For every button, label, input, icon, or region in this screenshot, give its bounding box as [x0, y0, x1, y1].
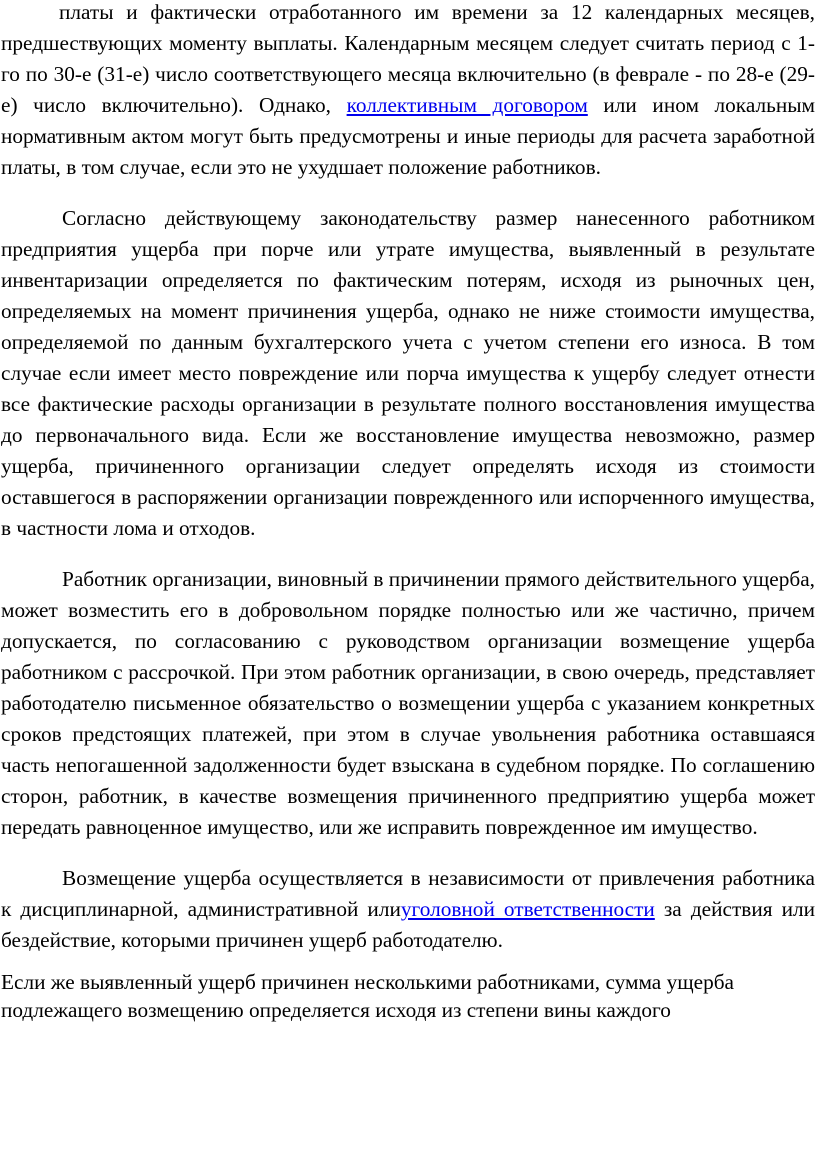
paragraph-text: платы и фактически отработанного им времени за 12 календарных месяцев, предшествующих моменту выплаты. Календарным месяцем следует считать период с 1-го по 30-е (31-е) число соответствующего месяца включительно (в феврале - по 28-е (29-е) число включительно). Однако,	[1, 0, 815, 117]
link-collective-agreement[interactable]: коллективным договором	[346, 93, 588, 117]
paragraph-text: Возмещение ущерба осуществляется в независимости от привлечения работника к дисциплинарной, административной или	[1, 866, 815, 921]
paragraph-text: за действия или бездействие, которыми причинен ущерб работодателю.	[1, 897, 815, 952]
paragraph-salary-period	[1, 0, 815, 183]
paragraph-line: подлежащего возмещению определяется исходя из степени вины каждого	[1, 998, 671, 1022]
paragraph-multiple-workers	[1, 968, 815, 1024]
paragraph-liability-independence	[1, 863, 815, 956]
link-criminal-liability[interactable]: уголовной ответственности	[400, 897, 655, 921]
paragraph-voluntary-compensation: Работник организации, виновный в причинении прямого действительного ущерба, может возместить его в добровольном порядке полностью или же частично, причем допускается, по согласованию с руководством организации возмещение ущерба работником с рассрочкой. При этом работник организации, в свою очередь, представляет работодателю письменное обязательство о возмещении ущерба с указанием конкретных сроков предстоящих платежей, при этом в случае увольнения работника оставшаяся часть непогашенной задолженности будет взыскана в судебном порядке. По соглашению сторон, работник, в качестве возмещения причиненного предприятию ущерба может передать равноценное имущество, или же исправить поврежденное им имущество.	[1, 567, 815, 839]
paragraph-text: или ином локальным нормативным актом могут быть предусмотрены и иные периоды для расчета заработной платы, в том случае, если это не ухудшает положение работников.	[1, 93, 815, 179]
paragraph-damage-amount: Согласно действующему законодательству размер нанесенного работником предприятия ущерба при порче или утрате имущества, выявленный в результате инвентаризации определяется по фактическим потерям, исходя из рыночных цен, определяемых на момент причинения ущерба, однако не ниже стоимости имущества, определяемой по данным бухгалтерского учета с учетом степени его износа. В том случае если имеет место повреждение или порча имущества к ущербу следует отнести все фактические расходы организации в результате полного восстановления имущества до первоначального вида. Если же восстановление имущества невозможно, размер ущерба, причиненного организации следует определять исходя из стоимости оставшегося в распоряжении организации поврежденного или испорченного имущества, в частности лома и отходов.	[1, 206, 815, 540]
paragraph-line: Если же выявленный ущерб причинен несколькими работниками, сумма ущерба	[1, 970, 735, 994]
